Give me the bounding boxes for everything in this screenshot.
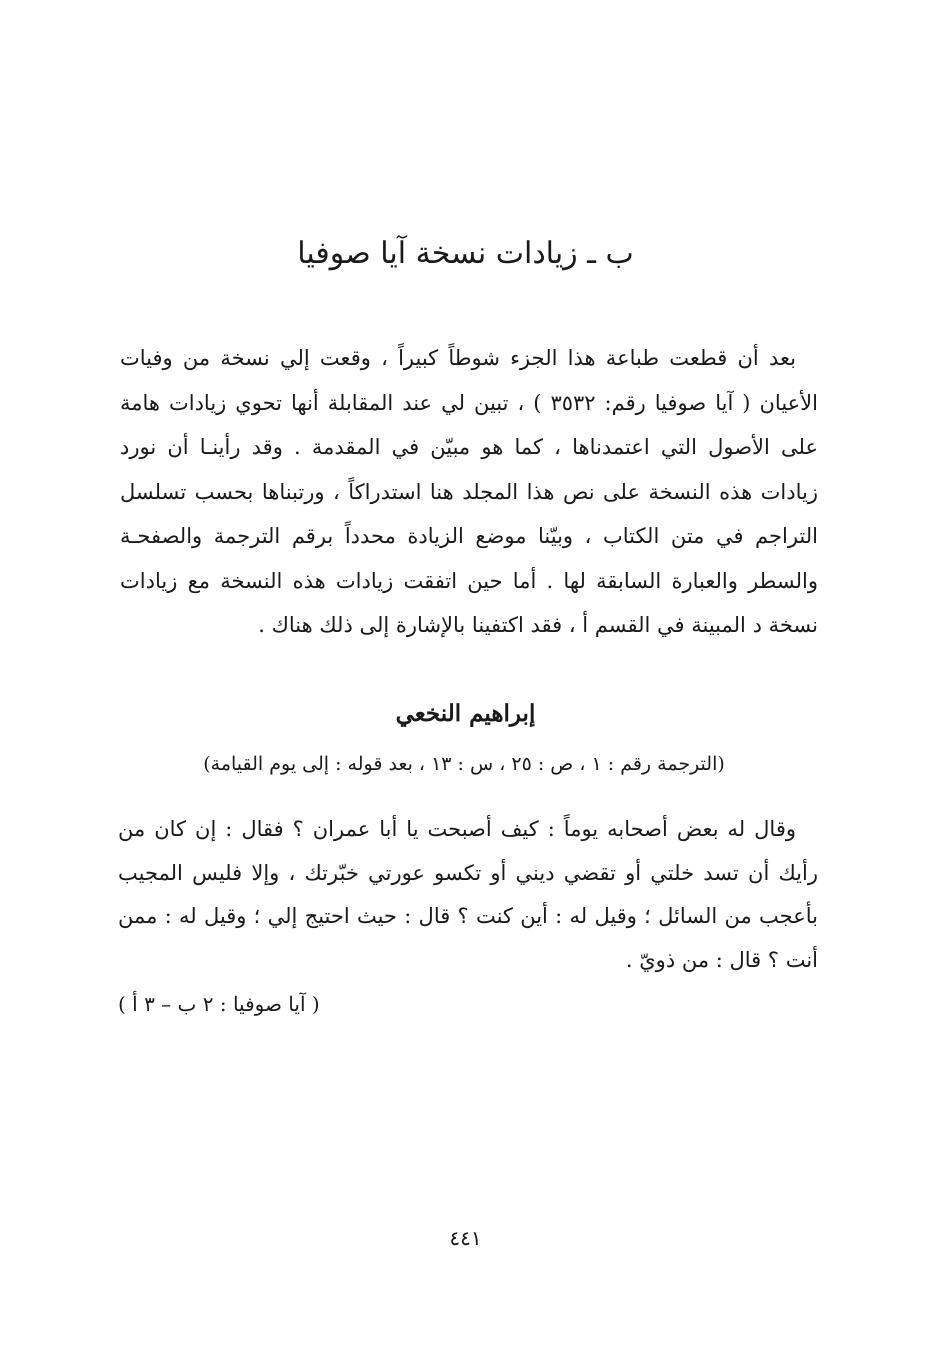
intro-paragraph	[120, 336, 818, 648]
page-number: ٤٤١	[449, 1226, 482, 1250]
entry-reference: (الترجمة رقم : ١ ، ص : ٢٥ ، س : ١٣ ، بعد قوله : إلى يوم القيامة)	[203, 753, 725, 775]
entry-body	[118, 808, 818, 982]
intro-paragraph-text: بعد أن قطعت طباعة هذا الجزء شوطاً كبيراً ، وقعت إلي نسخة من وفيات الأعيان ( آيا صوفيا رقم: ٣٥٣٢ ) ، تبين لي عند المقابلة أنها تحوي زيادات هامة على الأصول التي اعتمدناها ، كما هو مبيّن في المقدمة . وقد رأينـا أن نورد زيادات هذه النسخة على نص هذا المجلد هنا استدراكاً ، ورتبناها بحسب تسلسل التراجم في متن الكتاب ، وبيّنا موضع الزيادة محدداً برقم الترجمة والصفحـة والسطر والعبارة السابقة لها . أما حين اتفقت زيادات هذه النسخة مع زيادات نسخة د المبينة في القسم أ ، فقد اكتفينا بالإشارة إلى ذلك هناك .	[120, 346, 818, 637]
entry-title: إبراهيم النخعي	[395, 700, 536, 727]
source-note: ( آيا صوفيا : ٢ ب – ٣ أ )	[118, 992, 320, 1016]
entry-body-text: وقال له بعض أصحابه يوماً : كيف أصبحت يا أبا عمران ؟ فقال : إن كان من رأيك أن تسد خلتي أو تقضي ديني أو تكسو عورتي خبّرتك ، وإلا فليس المجيب بأعجب من السائل ؛ وقيل له : أين كنت ؟ قال : حيث احتيج إلي ؛ وقيل له : ممن أنت ؟ قال : من ذويّ .	[118, 817, 818, 972]
section-title: ب ـ زيادات نسخة آيا صوفيا	[297, 236, 634, 271]
